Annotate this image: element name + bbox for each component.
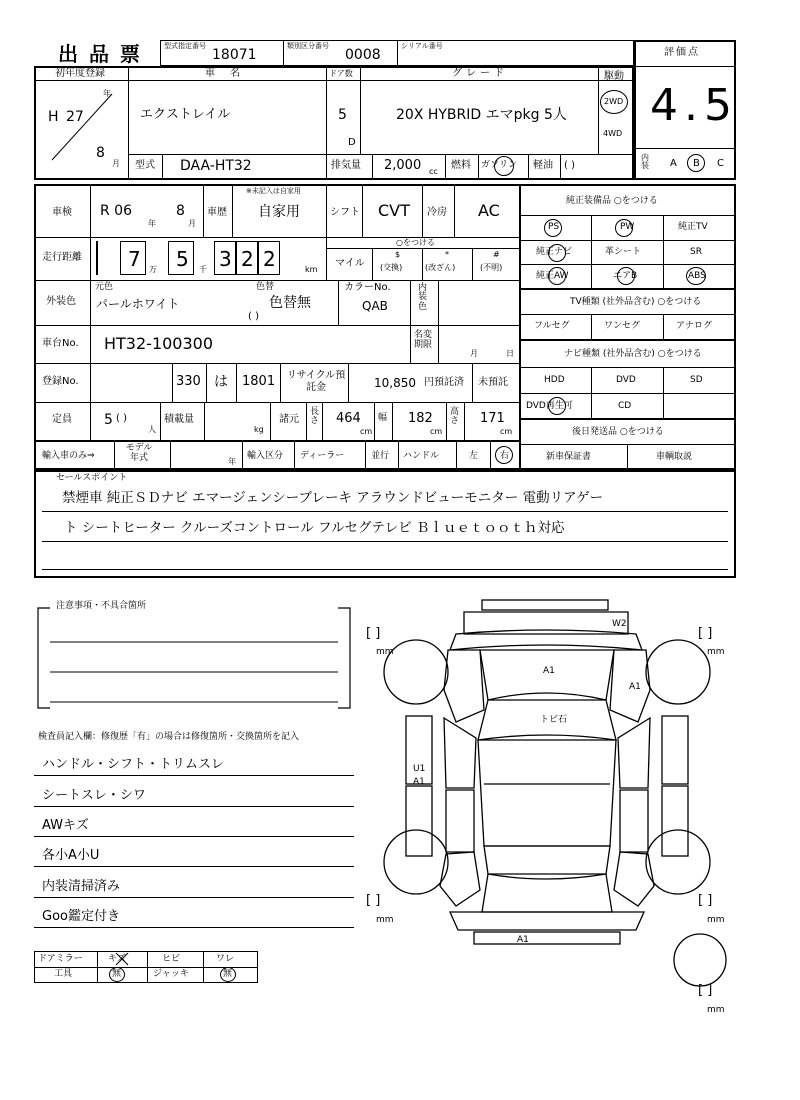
sales-line-1: 禁煙車 純正ＳＤナビ エマージェンシーブレーキ アラウンドビューモニター 電動リアゲー [62, 490, 604, 506]
tire-rr-bracket: [ ] [698, 893, 713, 908]
equip-pw-circle [615, 219, 633, 237]
load-label: 積載量 [164, 414, 194, 425]
navi-hdd: HDD [544, 375, 565, 385]
mileage-unknown-mark: # [493, 250, 500, 259]
recycle-value: 10,850 [374, 376, 416, 390]
month-unit: 月 [112, 159, 120, 168]
navi-dvd-playable-circle [548, 397, 566, 415]
orig-color-value: パールホワイト [96, 297, 180, 311]
tools-none-circle [109, 967, 125, 982]
equip-tv: 純正TV [678, 222, 708, 232]
note-line-2: シートスレ・シワ [42, 788, 146, 803]
category-label: 類別区分番号 [287, 42, 329, 50]
displacement-value: 2,000 [384, 158, 422, 173]
tire-rr-unit: mm [707, 915, 725, 925]
color-code-label: カラーNo. [344, 282, 391, 293]
repaint-label: 色替 [256, 282, 275, 292]
inspector-note-label: 検査員記入欄：修復歴「有」の場合は修復箇所・交換箇所を記入 [38, 732, 300, 742]
tire-spare-unit: mm [707, 1005, 725, 1015]
navi-sd: SD [690, 375, 703, 385]
mileage-man-unit: 万 [149, 265, 157, 274]
name-label: 車 名 [205, 68, 247, 79]
equip-navi-circle [548, 244, 566, 262]
chassis-value: HT32-100300 [104, 334, 214, 353]
equip-pw: PW [620, 222, 635, 232]
equip-leather: 革シート [605, 247, 642, 257]
jack-none: 無 [223, 969, 233, 979]
recycle-unit: 円預託済 [424, 377, 464, 388]
ac-label: 冷房 [427, 207, 447, 218]
sales-label: セールスポイント [56, 473, 128, 483]
width-unit: cm [430, 427, 443, 436]
month-value: 8 [96, 145, 105, 161]
jack-label: ジャッキ [153, 969, 189, 979]
type-code-value: 18071 [212, 47, 257, 63]
displacement-unit: cc [429, 167, 438, 176]
note-line-3: AWキズ [42, 818, 89, 833]
import-dealer: ディーラー [300, 451, 345, 461]
mark-w2: W2 [612, 619, 627, 629]
navi-dvd-playable: DVD再生可 [526, 401, 573, 411]
model-year-label: モデル年式 [125, 443, 153, 463]
import-parallel: 並行 [371, 451, 390, 461]
serial-label: シリアル番号 [401, 42, 443, 50]
height-label: 高さ [450, 407, 460, 426]
equip-airbag: エアB [613, 271, 638, 281]
mirror-scratch-x [112, 950, 132, 968]
rating-label: 評価点 [664, 47, 700, 58]
mileage-label: 走行距離 [42, 252, 82, 263]
drive-2wd-circle [600, 90, 628, 114]
note-line-4: 各小A小U [42, 848, 100, 863]
fuel-gasoline-circle [494, 156, 514, 176]
mirror-broken: ワレ [216, 954, 235, 964]
interior-grade-b: B [693, 158, 700, 169]
registration-kana: は [214, 374, 228, 390]
interior-grade-c: C [717, 158, 724, 169]
year-era: H [48, 109, 59, 125]
drive-2wd: 2WD [604, 97, 624, 106]
mileage-exchange-option: (交換) [380, 263, 403, 272]
mark-u1: U1 [413, 764, 426, 774]
navi-cd: CD [618, 401, 632, 411]
length-label: 長さ [310, 407, 320, 426]
tire-rl-unit: mm [376, 915, 394, 925]
tools-none: 無 [112, 969, 122, 979]
color-label: 外装色 [46, 296, 76, 307]
tv-title: TV種類 (社外品含む) ○をつける [570, 297, 702, 307]
registration-number: 1801 [242, 374, 276, 389]
rating-score: 4.5 [650, 80, 738, 131]
mileage-unknown-option: (不明) [480, 263, 503, 272]
interior-grade-a: A [670, 158, 677, 169]
interior-grade-label: 内装 [641, 153, 649, 170]
shift-label: シフト [330, 207, 360, 218]
tire-fl-bracket: [ ] [366, 626, 381, 641]
mirror-crack: ヒビ [162, 954, 181, 964]
model-label: 型式 [135, 160, 155, 171]
capacity-paren: ( ) [116, 413, 127, 424]
shaken-year-unit: 年 [148, 219, 156, 228]
spec-label: 諸元 [279, 414, 299, 425]
navi-dvd: DVD [616, 375, 636, 385]
history-value: 自家用 [258, 204, 300, 220]
interior-color-label: 内装色 [418, 283, 428, 312]
registration-area: 330 [176, 374, 201, 389]
tv-fullseg: フルセグ [534, 321, 570, 331]
model-value: DAA-HT32 [180, 158, 252, 174]
car-damage-diagram [360, 590, 780, 1090]
grade-value: 20X HYBRID エマpkg 5人 [396, 107, 567, 123]
recycle-label: リサイクル預託金 [286, 370, 346, 393]
width-value: 182 [408, 411, 433, 426]
tv-oneseg: ワンセグ [604, 321, 641, 331]
category-value: 0008 [345, 47, 381, 63]
tire-fl-unit: mm [376, 647, 394, 657]
mirror-scratch: キズ [108, 954, 126, 964]
jack-none-circle [220, 967, 236, 982]
capacity-value: 5 [104, 412, 113, 428]
later-warranty: 新車保証書 [546, 452, 592, 462]
equip-ps-circle [544, 219, 562, 237]
note-line-6: Goo鑑定付き [42, 909, 120, 924]
sales-line-2: ト シートヒーター クルーズコントロール フルセグテレビ Ｂｌｕｅｔｏｏｔｈ対応 [64, 520, 565, 536]
tv-analog: アナログ [676, 321, 713, 331]
notes-title: 注意事項・不具合箇所 [56, 601, 147, 611]
drive-label: 駆動 [604, 71, 624, 82]
name-change-expiry-label: 名変期限 [414, 330, 433, 350]
width-label: 幅 [378, 413, 388, 423]
year-label: 初年度登録 [55, 68, 105, 79]
mileage-sen-unit: 千 [199, 265, 207, 274]
doors-label: ドア数 [329, 69, 353, 78]
mileage-check-label: ○をつける [396, 238, 435, 247]
equipment-title: 純正装備品 ○をつける [566, 196, 658, 206]
mileage-digit-3: 3 [219, 247, 232, 271]
shaken-month: 8 [176, 203, 185, 219]
tire-fr-unit: mm [707, 647, 725, 657]
mark-a1-rear: A1 [517, 935, 529, 945]
vehicle-name: エクストレイル [140, 107, 231, 122]
interior-grade-b-circle [687, 154, 705, 172]
height-value: 171 [480, 411, 505, 426]
shift-value: CVT [378, 201, 410, 220]
capacity-unit: 人 [148, 425, 156, 434]
chassis-label: 車台No. [42, 338, 79, 349]
fuel-diesel: 軽油 [533, 160, 553, 171]
doors-suffix: D [348, 137, 356, 148]
equip-airbag-circle [617, 267, 635, 285]
registration-label: 登録No. [42, 376, 79, 387]
shaken-month-unit: 月 [188, 219, 196, 228]
height-unit: cm [500, 427, 513, 436]
equip-aw-circle [548, 267, 566, 285]
model-year-unit: 年 [228, 457, 236, 466]
equip-abs: ABS [688, 271, 706, 281]
later-title: 後日発送品 ○をつける [572, 427, 664, 437]
handle-right: 右 [500, 451, 510, 461]
mark-a1-hood: A1 [543, 666, 555, 676]
displacement-label: 排気量 [331, 160, 361, 171]
drive-4wd: 4WD [603, 129, 623, 138]
year-value: 27 [66, 109, 84, 125]
capacity-label: 定員 [52, 414, 72, 425]
type-code-label: 型式指定番号 [164, 42, 206, 50]
later-manual: 車輌取説 [656, 452, 693, 462]
shaken-label: 車検 [52, 207, 72, 218]
length-value: 464 [336, 411, 361, 426]
import-label: 輸入車のみ⇒ [42, 451, 95, 461]
fuel-label: 燃料 [451, 160, 471, 171]
mileage-digit-5: 2 [263, 247, 276, 271]
tire-fr-bracket: [ ] [698, 626, 713, 641]
tire-rl-bracket: [ ] [366, 893, 381, 908]
tools-label: 工具 [54, 969, 73, 979]
mileage-exchange-mark: $ [395, 250, 401, 259]
handle-label: ハンドル [403, 451, 440, 461]
history-note: ※未記入は自家用 [246, 187, 301, 195]
mark-a1-left: A1 [413, 777, 425, 787]
mark-a1-side: A1 [629, 682, 641, 692]
shaken-era: R 06 [100, 203, 132, 219]
orig-color-label: 元色 [95, 282, 114, 292]
mirror-label: ドアミラー [38, 954, 83, 964]
handle-right-circle [495, 446, 513, 464]
import-type-label: 輸入区分 [247, 451, 284, 461]
equip-ps: PS [548, 222, 560, 232]
mileage-tamper-option: (改ざん) [425, 263, 456, 272]
year-unit: 年 [103, 89, 111, 98]
ac-value: AC [478, 201, 500, 220]
fuel-gasoline: ガソリン [481, 160, 518, 170]
tire-spare-bracket: [ ] [698, 983, 713, 998]
mileage-digit-4: 2 [241, 247, 254, 271]
doors-value: 5 [338, 107, 347, 123]
repaint-value: 色替無 [269, 295, 311, 311]
color-code-value: QAB [362, 299, 388, 313]
mileage-km-unit: km [305, 265, 318, 274]
repaint-paren: ( ) [248, 311, 259, 322]
note-line-1: ハンドル・シフト・トリムスレ [42, 757, 225, 772]
length-unit: cm [360, 427, 373, 436]
equip-sr: SR [690, 247, 702, 257]
navi-title: ナビ種類 (社外品含む) ○をつける [564, 349, 702, 359]
expiry-day-unit: 日 [506, 349, 514, 358]
fuel-other: ( ) [564, 160, 575, 171]
recycle-status: 未預託 [478, 377, 508, 388]
equip-navi: 純正ナビ [536, 247, 573, 257]
equip-abs-circle [686, 267, 706, 285]
mark-glass-chip: トビ石 [540, 715, 568, 725]
grade-label: グレード [452, 68, 508, 79]
mileage-mile-option: マイル [335, 258, 365, 269]
notes-bracket [34, 601, 354, 714]
mileage-digit-1: 7 [128, 247, 141, 271]
history-label: 車歴 [207, 207, 227, 218]
equip-aw: 純正AW [536, 271, 569, 281]
load-unit: kg [254, 425, 264, 434]
mileage-tamper-mark: * [445, 250, 449, 259]
mileage-digit-2: 5 [176, 247, 189, 271]
expiry-month-unit: 月 [470, 349, 478, 358]
note-line-5: 内装清掃済み [42, 879, 121, 894]
form-title: 出 品 票 [58, 42, 142, 66]
handle-left: 左 [469, 451, 479, 461]
